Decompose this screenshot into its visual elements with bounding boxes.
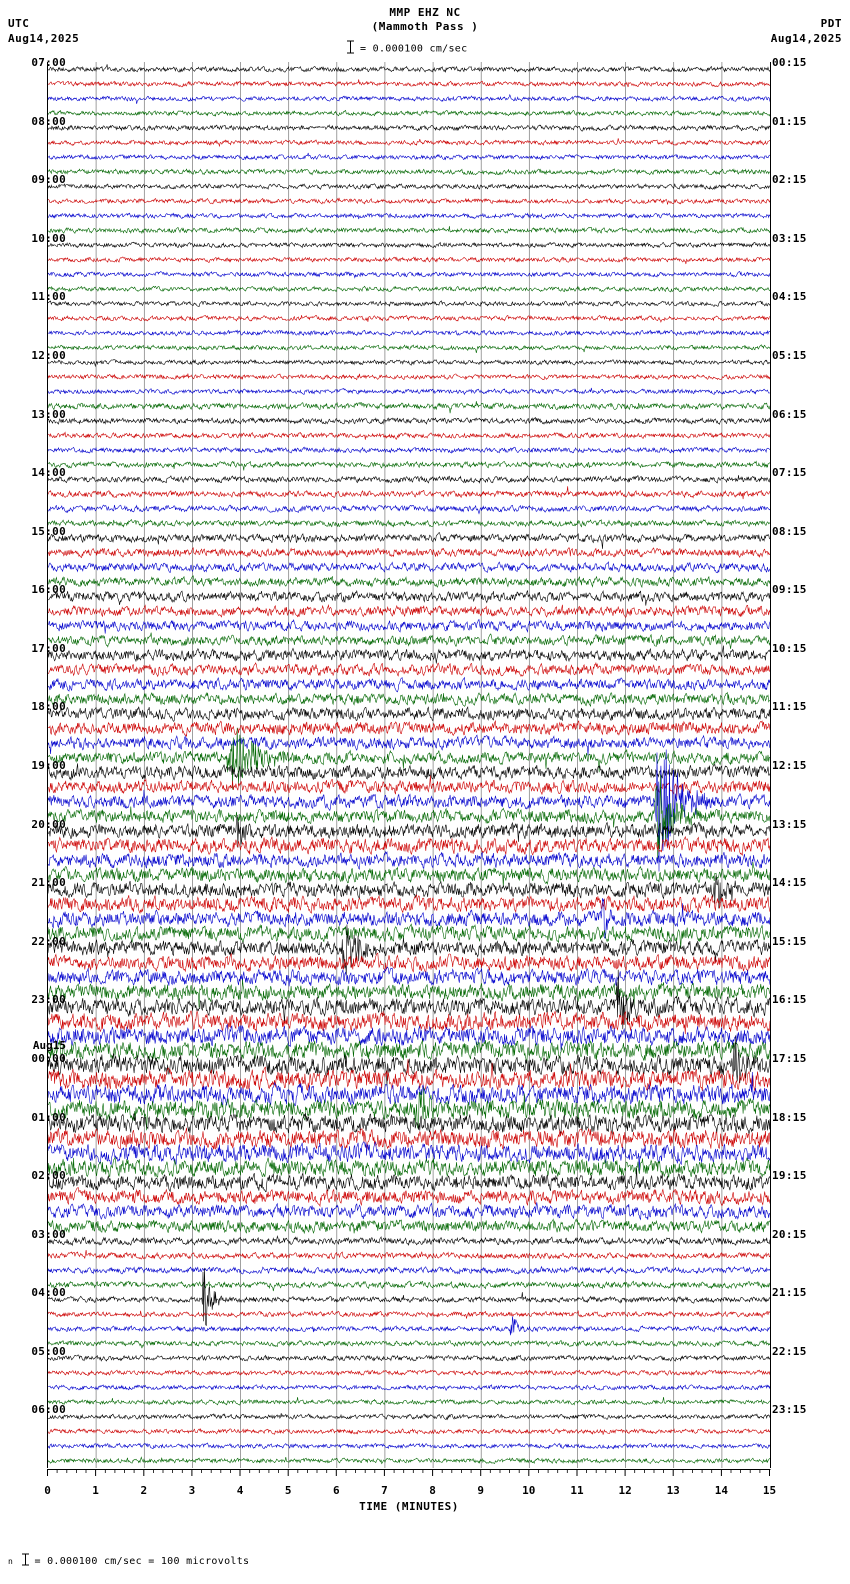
trace-line bbox=[48, 663, 770, 677]
utc-hour-label: 01:00 bbox=[31, 1110, 66, 1124]
trace-line bbox=[48, 1113, 770, 1134]
utc-hour-label: 08:00 bbox=[31, 114, 66, 128]
trace-line bbox=[48, 1219, 770, 1233]
pdt-hour-label: 03:15 bbox=[772, 231, 807, 245]
utc-hour-label: 02:00 bbox=[31, 1169, 66, 1183]
pdt-hour-label: 15:15 bbox=[772, 934, 807, 948]
x-tick-label: 1 bbox=[92, 1484, 99, 1497]
pdt-hour-label: 05:15 bbox=[772, 348, 807, 362]
trace-line bbox=[48, 1413, 770, 1419]
pdt-hour-label: 06:15 bbox=[772, 407, 807, 421]
trace-line bbox=[48, 184, 770, 190]
pdt-hour-label: 10:15 bbox=[772, 641, 807, 655]
x-tick-label: 7 bbox=[381, 1484, 388, 1497]
trace-line bbox=[48, 286, 770, 292]
utc-hour-label: 16:00 bbox=[31, 583, 66, 597]
x-tick-label: 8 bbox=[429, 1484, 436, 1497]
trace-line bbox=[48, 1355, 770, 1361]
utc-hour-label: 10:00 bbox=[31, 231, 66, 245]
utc-hour-label: 03:00 bbox=[31, 1227, 66, 1241]
trace-line bbox=[48, 401, 770, 413]
x-tick-label: 9 bbox=[477, 1484, 484, 1497]
trace-line bbox=[48, 852, 770, 869]
scale-bar-icon bbox=[346, 40, 355, 57]
x-tick-label: 10 bbox=[522, 1484, 536, 1497]
utc-hour-label: 13:00 bbox=[31, 407, 66, 421]
footer-prefix: n bbox=[8, 1557, 14, 1566]
trace-line bbox=[48, 64, 770, 72]
seismogram-plot bbox=[47, 62, 771, 1468]
utc-hour-label: 12:00 bbox=[31, 348, 66, 362]
trace-line bbox=[48, 1267, 770, 1274]
pdt-hour-label: 23:15 bbox=[772, 1403, 807, 1417]
utc-timezone-label: UTC bbox=[8, 17, 30, 30]
utc-hour-label: 23:00 bbox=[31, 993, 66, 1007]
trace-line bbox=[48, 576, 770, 587]
trace-line bbox=[48, 153, 770, 160]
pdt-hour-label: 09:15 bbox=[772, 583, 807, 597]
trace-line bbox=[48, 79, 770, 87]
pdt-date-label: Aug14,2025 bbox=[770, 32, 842, 45]
x-axis bbox=[44, 1468, 777, 1513]
trace-line bbox=[48, 646, 770, 664]
trace-line bbox=[48, 345, 770, 353]
x-axis-ticks bbox=[47, 1469, 771, 1483]
pdt-hour-label: 08:15 bbox=[772, 524, 807, 538]
x-tick-label: 2 bbox=[140, 1484, 148, 1497]
trace-line bbox=[48, 548, 770, 558]
trace-line bbox=[48, 242, 770, 248]
trace-canvas bbox=[48, 62, 770, 1468]
trace-line bbox=[48, 735, 770, 755]
trace-line bbox=[48, 837, 770, 856]
pdt-hour-label: 14:15 bbox=[772, 876, 807, 890]
trace-line bbox=[48, 1443, 770, 1449]
x-tick-label: 5 bbox=[284, 1484, 292, 1497]
trace-line bbox=[48, 272, 770, 278]
x-tick-label: 15 bbox=[762, 1484, 777, 1497]
station-name-label: (Mammoth Pass ) bbox=[371, 20, 479, 33]
pdt-hour-label: 04:15 bbox=[772, 290, 807, 304]
pdt-hour-label: 00:15 bbox=[772, 56, 807, 69]
utc-hour-label: 00:00 bbox=[31, 1051, 66, 1065]
trace-line bbox=[48, 125, 770, 131]
trace-line bbox=[48, 707, 770, 722]
x-tick-label: 13 bbox=[666, 1484, 680, 1497]
x-tick-label: 11 bbox=[570, 1484, 584, 1497]
trace-line bbox=[48, 418, 770, 425]
trace-line bbox=[48, 605, 770, 618]
trace-line bbox=[48, 95, 770, 104]
trace-line bbox=[48, 1202, 770, 1219]
trace-line bbox=[48, 301, 770, 307]
trace-line bbox=[48, 169, 770, 175]
trace-line bbox=[48, 1340, 770, 1348]
pdt-hour-label: 02:15 bbox=[772, 173, 807, 187]
x-tick-label: 12 bbox=[618, 1484, 632, 1497]
utc-date-label: Aug14,2025 bbox=[8, 32, 80, 45]
pdt-hour-label: 11:15 bbox=[772, 700, 807, 714]
trace-line bbox=[48, 198, 770, 205]
utc-hour-label: 07:00 bbox=[31, 56, 66, 69]
utc-hour-label: 19:00 bbox=[31, 759, 66, 772]
trace-line bbox=[48, 330, 770, 336]
pdt-hour-label: 12:15 bbox=[772, 759, 807, 772]
trace-line bbox=[48, 763, 770, 780]
trace-line bbox=[48, 862, 770, 887]
trace-line bbox=[48, 678, 770, 692]
trace-line bbox=[48, 1385, 770, 1391]
footer-scale-bar-icon bbox=[21, 1553, 30, 1569]
utc-hour-label: 04:00 bbox=[31, 1286, 66, 1300]
pdt-hour-label: 18:15 bbox=[772, 1110, 807, 1124]
utc-hour-label: 05:00 bbox=[31, 1344, 66, 1358]
trace-line bbox=[48, 226, 770, 233]
utc-hour-label: 14:00 bbox=[31, 466, 66, 480]
trace-line bbox=[48, 1268, 770, 1326]
x-tick-label: 3 bbox=[188, 1484, 196, 1497]
trace-line bbox=[48, 1311, 770, 1319]
trace-line bbox=[48, 633, 770, 649]
trace-line bbox=[48, 475, 770, 483]
trace-line bbox=[48, 533, 770, 549]
utc-hour-label: 21:00 bbox=[31, 876, 66, 890]
x-tick-label: 0 bbox=[44, 1484, 51, 1497]
trace-line bbox=[48, 1188, 770, 1207]
station-code-label: MMP EHZ NC bbox=[389, 6, 461, 19]
trace-line bbox=[48, 815, 770, 848]
utc-hour-label: 09:00 bbox=[31, 173, 66, 187]
utc-hour-label: 20:00 bbox=[31, 817, 66, 831]
utc-hour-label: 11:00 bbox=[31, 290, 66, 304]
header-center bbox=[0, 6, 850, 34]
utc-hour-label: 15:00 bbox=[31, 524, 66, 538]
trace-line bbox=[48, 1059, 770, 1091]
pdt-hour-label: 21:15 bbox=[772, 1286, 807, 1300]
trace-line bbox=[48, 1429, 770, 1435]
pdt-hour-label: 19:15 bbox=[772, 1169, 807, 1183]
x-tick-label: 4 bbox=[236, 1484, 244, 1497]
x-tick-label: 14 bbox=[714, 1484, 729, 1497]
trace-line bbox=[48, 520, 770, 527]
utc-hour-label: 06:00 bbox=[31, 1403, 66, 1417]
utc-hour-label: 22:00 bbox=[31, 934, 66, 948]
x-tick-label: 6 bbox=[332, 1484, 340, 1497]
pdt-timezone-label: PDT bbox=[820, 17, 842, 30]
trace-line bbox=[48, 257, 770, 264]
trace-line bbox=[48, 1316, 770, 1335]
day-change-label: Aug15 bbox=[32, 1038, 66, 1052]
utc-hour-label: 17:00 bbox=[31, 641, 66, 655]
trace-line bbox=[48, 486, 770, 499]
footer-scale-note bbox=[8, 1553, 249, 1569]
trace-line bbox=[48, 620, 770, 634]
trace-line bbox=[48, 953, 770, 972]
trace-line bbox=[48, 1397, 770, 1405]
trace-line bbox=[48, 110, 770, 116]
trace-line bbox=[48, 462, 770, 471]
trace-line bbox=[48, 374, 770, 380]
pdt-hour-label: 22:15 bbox=[772, 1344, 807, 1358]
pdt-hour-label: 01:15 bbox=[772, 114, 807, 128]
trace-line bbox=[48, 591, 770, 606]
scale-text: = 0.000100 cm/sec bbox=[360, 43, 468, 55]
trace-line bbox=[48, 1457, 770, 1464]
trace-line bbox=[48, 315, 770, 322]
trace-line bbox=[48, 1236, 770, 1245]
trace-line bbox=[48, 360, 770, 366]
trace-line bbox=[48, 562, 770, 573]
trace-line bbox=[48, 1072, 770, 1106]
trace-line bbox=[48, 1281, 770, 1291]
trace-line bbox=[48, 721, 770, 736]
trace-line bbox=[48, 924, 770, 948]
trace-line bbox=[48, 693, 770, 707]
scale-reference bbox=[346, 40, 467, 57]
trace-line bbox=[48, 432, 770, 439]
trace-line bbox=[48, 213, 770, 219]
pdt-hour-label: 17:15 bbox=[772, 1051, 807, 1065]
x-axis-title: TIME (MINUTES) bbox=[359, 1500, 459, 1513]
trace-line bbox=[48, 388, 770, 395]
pdt-hour-label: 16:15 bbox=[772, 993, 807, 1007]
trace-line bbox=[48, 138, 770, 146]
utc-hour-label: 18:00 bbox=[31, 700, 66, 714]
pdt-hour-label: 07:15 bbox=[772, 466, 807, 480]
trace-line bbox=[48, 505, 770, 514]
trace-line bbox=[48, 1370, 770, 1376]
trace-line bbox=[48, 1035, 770, 1086]
trace-line bbox=[48, 447, 770, 453]
footer-scale-text: = 0.000100 cm/sec = 100 microvolts bbox=[34, 1556, 250, 1567]
trace-line bbox=[48, 1250, 770, 1259]
pdt-hour-label: 20:15 bbox=[772, 1227, 807, 1241]
pdt-hour-label: 13:15 bbox=[772, 817, 807, 831]
